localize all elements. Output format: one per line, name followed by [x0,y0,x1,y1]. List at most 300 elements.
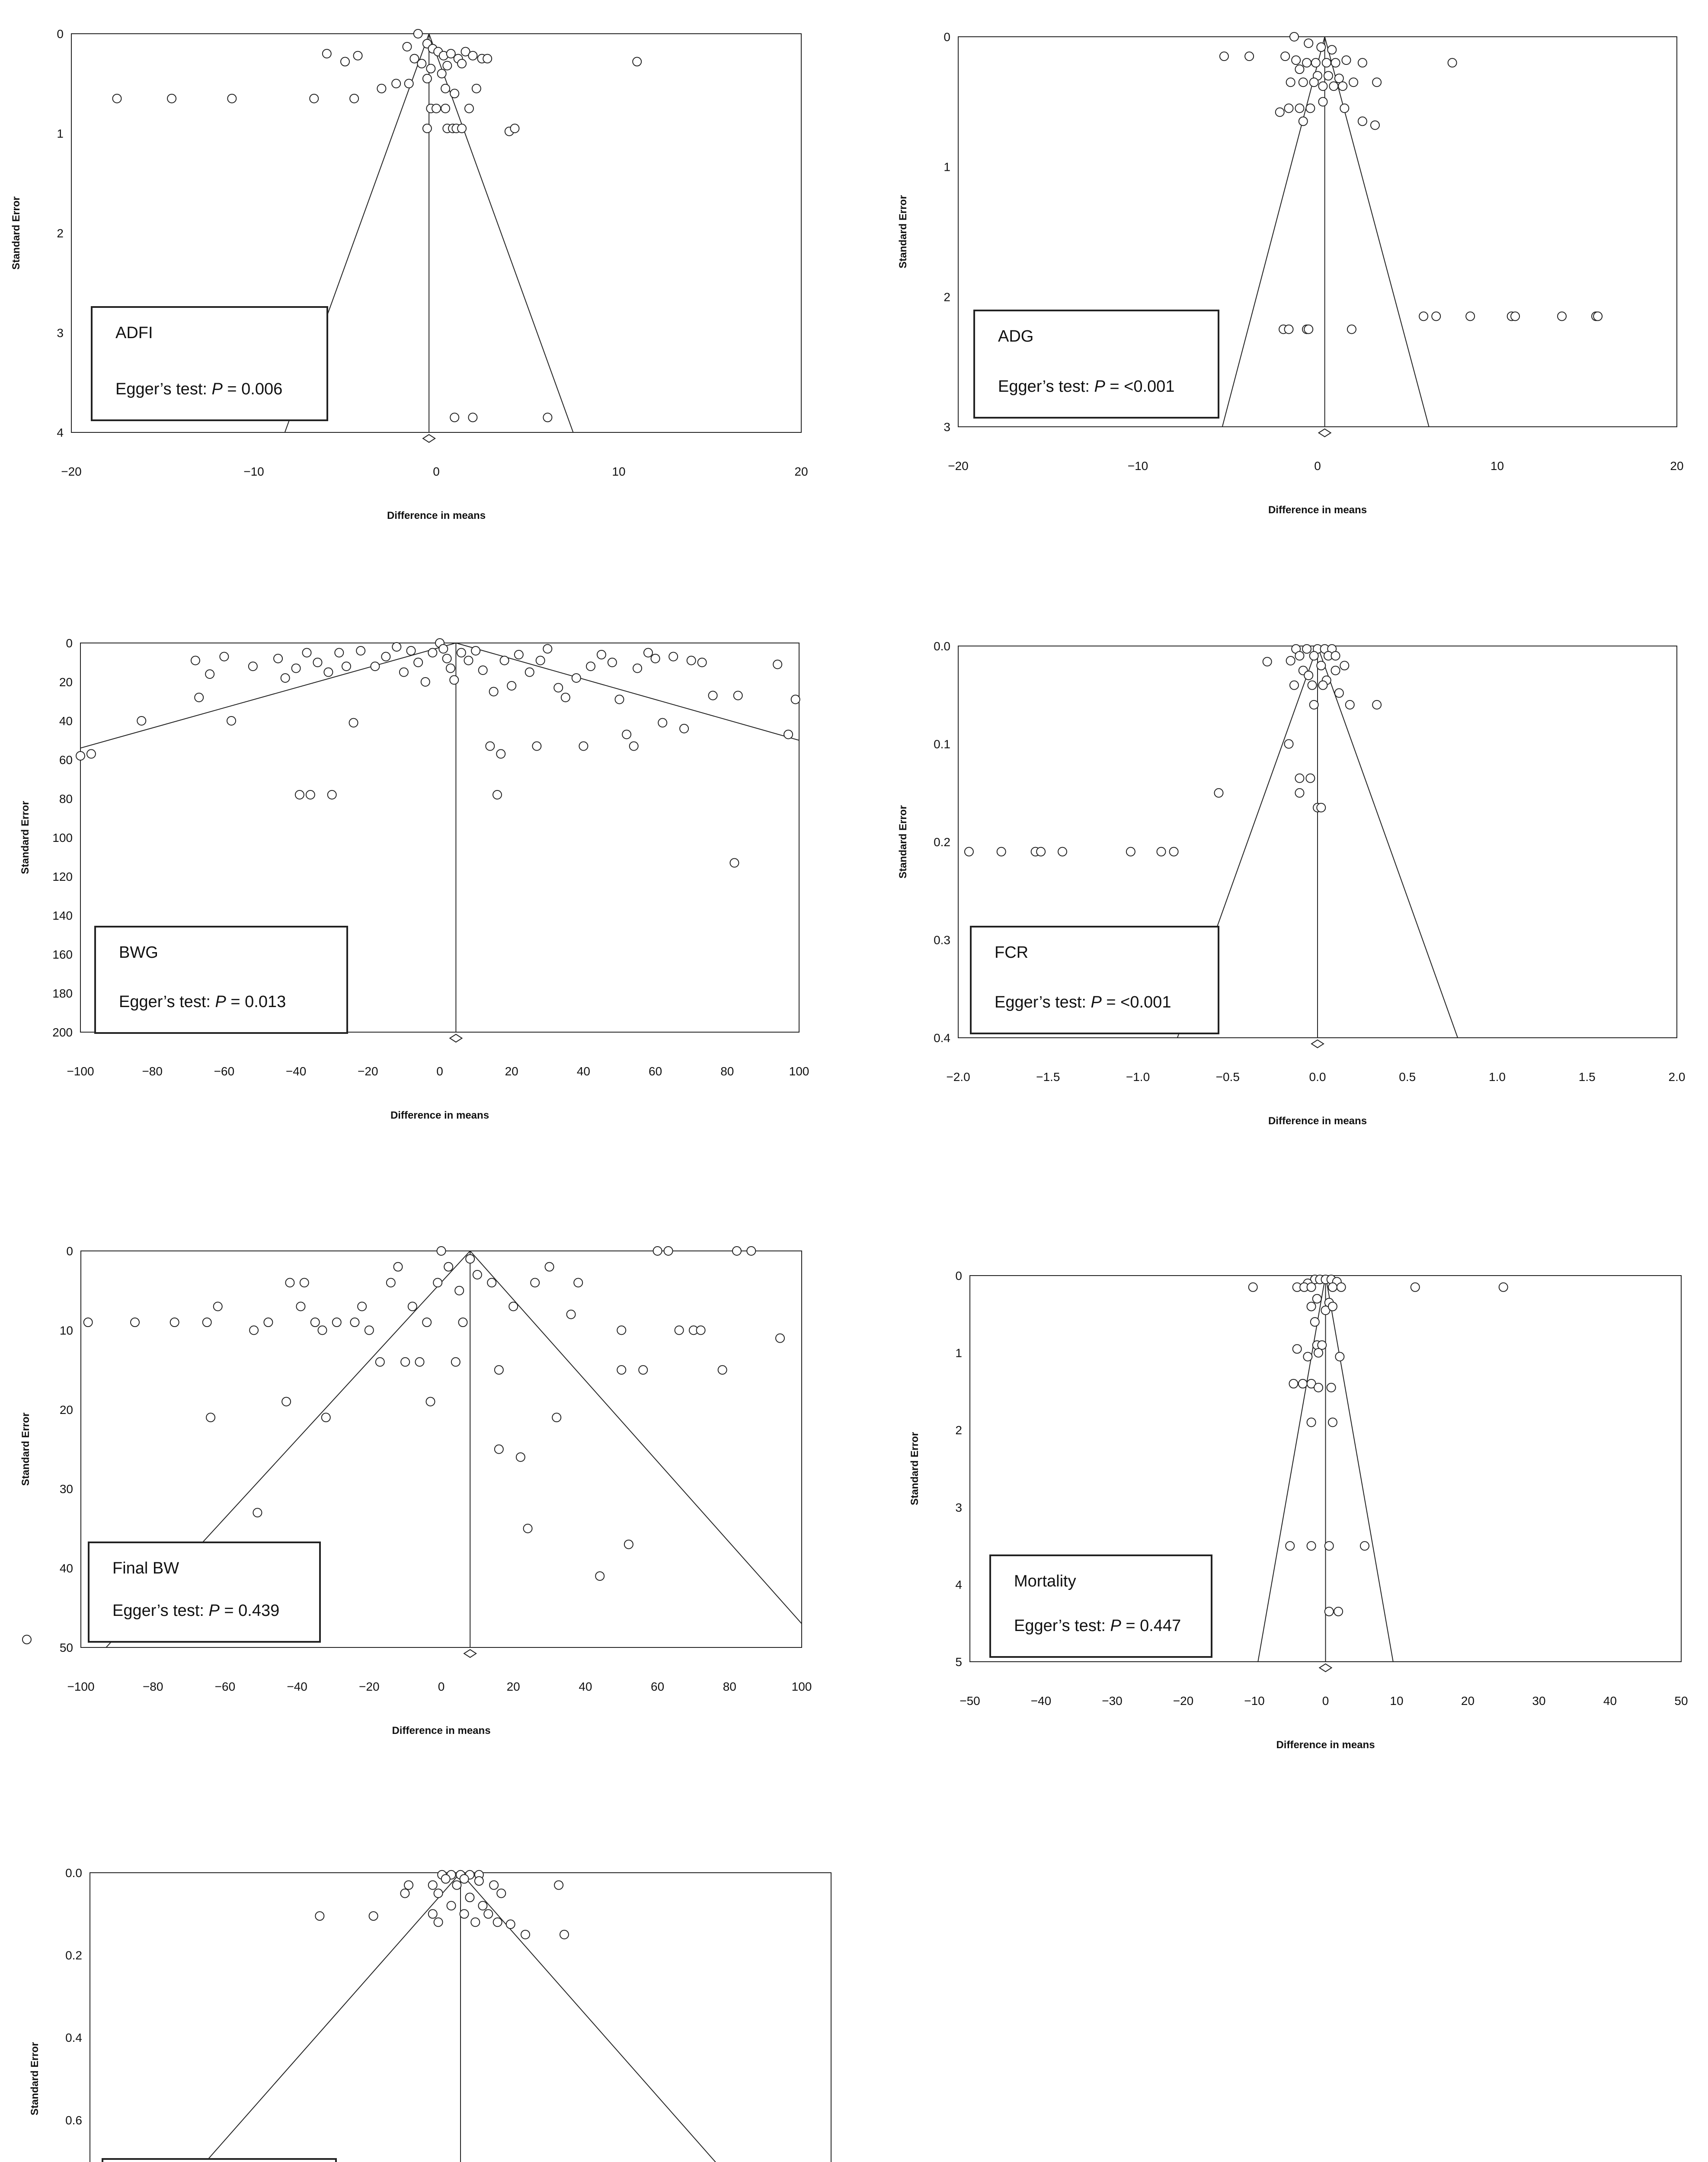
study-point [1304,671,1313,680]
x-tick-label: 40 [1603,1694,1617,1708]
x-tick-label: −1.0 [1126,1070,1150,1084]
study-point [303,649,311,657]
study-point [167,94,176,103]
x-tick-label: −100 [67,1065,94,1078]
y-tick-label: 0.1 [934,737,950,751]
study-point [191,656,200,665]
study-point [506,1920,515,1929]
x-tick-label: 0.5 [1399,1070,1416,1084]
y-tick-label: 1 [944,160,950,174]
study-point [1295,65,1304,74]
study-point [791,695,800,704]
x-tick-label: −80 [142,1065,163,1078]
study-point [87,750,96,758]
x-tick-label: 40 [579,1680,592,1693]
study-point [400,1889,409,1898]
y-tick-label: 0.2 [934,835,950,849]
study-point [428,649,437,657]
study-point [444,1263,453,1271]
study-point [1299,78,1308,86]
y-tick-label: 3 [944,420,950,434]
study-point [1290,32,1299,41]
study-point [443,654,451,663]
egger-test-text [1014,1617,1181,1635]
study-point [1295,104,1304,112]
study-point [281,674,290,682]
study-point [195,693,203,702]
study-point [1307,1302,1316,1311]
study-point [1285,740,1293,748]
x-tick-label: −100 [67,1680,95,1693]
study-point [465,104,473,113]
study-point [507,681,516,690]
study-point [369,1912,378,1920]
study-point [1328,1418,1337,1426]
study-point [1372,700,1381,709]
study-point [354,51,362,60]
y-axis-label: Standard Error [19,801,31,874]
study-point [214,1302,222,1311]
egger-prefix: Egger’s test: [995,993,1091,1011]
study-point [495,1445,503,1454]
study-point [220,652,228,661]
study-point [403,42,411,51]
study-point [1325,1542,1334,1550]
study-point [1335,1353,1344,1361]
study-point [441,1874,450,1883]
study-point [1335,74,1343,83]
study-point [421,678,430,686]
study-point [1306,104,1315,112]
study-point [322,1413,330,1422]
x-tick-label: −10 [1244,1694,1265,1708]
study-point [131,1318,139,1327]
p-value: = 0.013 [226,993,286,1011]
study-point [466,1254,474,1263]
study-point [1448,58,1457,67]
study-point [554,684,563,692]
study-point [579,742,588,751]
study-point [426,1397,435,1406]
study-point [249,662,257,671]
study-point [455,1286,464,1295]
study-point [392,79,400,88]
study-point [572,674,581,682]
study-point [965,848,973,856]
y-axis-label: Standard Error [29,2042,41,2116]
study-point [747,1247,755,1255]
study-point [1303,1353,1312,1361]
study-point [1285,104,1293,112]
study-point [734,691,742,700]
y-tick-label: 4 [57,426,64,439]
study-point [1304,325,1313,334]
study-point [617,1366,626,1374]
study-point [432,104,441,113]
study-point [387,1278,395,1287]
study-point [404,1881,413,1890]
study-point [1292,56,1300,64]
study-point [1411,1283,1420,1292]
x-tick-label: 0 [436,1065,443,1078]
study-point [365,1326,374,1334]
y-tick-label: 160 [52,948,73,961]
y-tick-label: 20 [59,1403,73,1417]
study-point [697,1326,705,1334]
study-point [479,666,487,675]
study-point [521,1930,530,1939]
x-tick-label: −20 [358,1065,378,1078]
egger-test-text [119,993,286,1011]
study-point [350,94,358,103]
x-tick-label: 1.5 [1578,1070,1596,1084]
study-point [1347,325,1356,334]
x-tick-label: 60 [651,1680,665,1693]
x-axis-label: Difference in means [392,1725,491,1737]
study-point [510,124,519,133]
study-point [630,742,638,751]
study-point [1327,1383,1336,1392]
study-point [1281,52,1289,61]
study-point [341,58,349,66]
study-point [443,61,451,70]
y-tick-label: 0.0 [65,1866,82,1880]
p-value: = <0.001 [1105,377,1175,396]
study-point [567,1310,576,1319]
study-point [669,652,678,661]
p-symbol: P [1094,377,1105,396]
x-axis-label: Difference in means [1276,1739,1375,1751]
study-point [465,1893,474,1902]
study-point [1290,681,1299,690]
y-tick-label: 5 [955,1655,962,1669]
x-tick-label: 80 [723,1680,736,1693]
study-point [323,49,331,58]
annotation-box [971,927,1219,1033]
study-point [497,1889,505,1898]
y-tick-label: 1 [955,1346,962,1360]
study-point [441,84,450,93]
study-point [434,1918,443,1926]
study-point [1318,82,1327,90]
study-point [471,1918,480,1926]
x-tick-label: 100 [791,1680,812,1693]
x-tick-label: 20 [1670,459,1684,473]
study-point [545,1263,554,1271]
x-tick-label: 0.0 [1309,1070,1326,1084]
study-point [1036,848,1045,856]
study-point [206,1413,215,1422]
x-tick-label: −60 [214,1065,235,1078]
study-point [473,1270,482,1279]
x-axis-label: Difference in means [387,510,486,521]
y-tick-label: 200 [52,1026,73,1039]
x-tick-label: −60 [214,1680,236,1693]
study-point [310,94,318,103]
study-point [408,1302,417,1311]
study-point [401,1358,409,1366]
x-tick-label: 20 [505,1065,518,1078]
y-tick-label: 0.0 [934,640,950,653]
study-point [356,646,365,655]
study-point [381,652,390,661]
study-point [1302,645,1311,653]
study-point [1310,78,1318,86]
study-point [687,656,696,665]
study-point [1310,652,1318,660]
x-tick-label: 0 [1322,1694,1329,1708]
x-tick-label: −20 [948,459,969,473]
study-point [1295,774,1304,783]
study-point [1360,1542,1369,1550]
study-point [405,79,413,88]
study-point [450,413,459,422]
study-point [560,1930,569,1939]
study-point [392,643,401,651]
study-point [300,1278,309,1287]
annotation-box [95,927,347,1033]
study-point [324,668,333,677]
x-tick-label: 2.0 [1668,1070,1686,1084]
study-point [1331,58,1340,67]
study-point [393,1263,402,1271]
study-point [509,1302,518,1311]
study-point [313,658,322,667]
study-point [552,1413,561,1422]
study-point [1157,848,1166,856]
y-tick-label: 20 [59,675,73,689]
study-point [531,1278,539,1287]
egger-test-text [115,380,282,398]
study-point [1311,58,1320,67]
study-point [525,668,534,677]
study-point [1214,789,1223,797]
study-point [1317,661,1325,670]
y-tick-label: 0.6 [65,2113,82,2127]
study-point [422,1318,431,1327]
study-point [264,1318,272,1327]
study-point [1432,312,1440,320]
study-point [608,658,617,667]
panel-label: Mortality [1014,1572,1076,1590]
study-point [698,658,707,667]
study-point [617,1326,626,1334]
x-tick-label: −40 [1030,1694,1052,1708]
x-tick-label: 100 [789,1065,809,1078]
egger-prefix: Egger’s test: [998,377,1094,396]
annotation-box [974,310,1219,418]
study-point [1331,666,1340,675]
x-axis-label: Difference in means [390,1110,489,1121]
study-point [1311,1318,1319,1326]
study-point [377,84,386,93]
study-point [644,649,652,657]
egger-prefix: Egger’s test: [112,1602,209,1620]
y-axis-label: Standard Error [10,196,22,270]
x-tick-label: 0 [438,1680,445,1693]
study-point [486,742,494,751]
x-tick-label: −1.5 [1036,1070,1060,1084]
study-point [306,790,315,799]
study-point [680,724,688,733]
study-point [493,790,502,799]
annotation-box [102,2159,336,2162]
x-tick-label: −80 [142,1680,163,1693]
study-point [450,89,459,98]
panel-label: ADG [998,327,1034,345]
study-point [1317,803,1325,812]
study-point [457,649,466,657]
annotation-box [89,1542,320,1642]
study-point [1314,1349,1323,1357]
y-tick-label: 2 [944,290,950,304]
panel-label: Final BW [112,1559,179,1577]
study-point [1286,78,1295,86]
study-point [1324,71,1333,80]
x-tick-label: −40 [285,1065,307,1078]
study-point [349,719,358,727]
x-tick-label: 20 [794,465,808,478]
study-point [489,1881,498,1890]
study-point [414,658,422,667]
study-point [1419,312,1428,320]
x-tick-label: −20 [61,465,82,478]
y-axis-label: Standard Error [909,1432,921,1506]
study-point [475,1877,483,1885]
x-tick-label: 1.0 [1489,1070,1506,1084]
study-point [1299,117,1308,125]
study-point [1058,848,1067,856]
study-point [84,1318,93,1327]
study-point [1328,1283,1337,1292]
y-tick-label: 60 [59,753,73,767]
study-point [633,664,642,673]
egger-prefix: Egger’s test: [119,993,215,1011]
study-point [1220,52,1228,61]
study-point [574,1278,582,1287]
study-point [1306,774,1315,783]
study-point [1346,700,1354,709]
study-point [1340,661,1349,670]
y-tick-label: 80 [59,792,73,806]
y-tick-label: 3 [57,326,64,340]
study-point [471,646,480,655]
study-point [633,58,641,66]
study-point [1302,58,1311,67]
study-point [718,1366,727,1374]
study-point [285,1278,294,1287]
study-point [311,1318,320,1327]
x-tick-label: 10 [1490,459,1504,473]
study-point [170,1318,179,1327]
study-point [1318,681,1327,690]
panel-label: FCR [995,943,1029,962]
study-point [423,74,432,83]
study-point [709,691,717,700]
y-tick-label: 180 [52,987,73,1000]
study-point [423,124,432,133]
study-point [1126,848,1135,856]
y-tick-label: 40 [59,714,73,728]
study-point [597,650,606,659]
study-point [459,1318,467,1327]
p-value: = 0.447 [1121,1617,1181,1635]
study-point [472,84,481,93]
study-point [997,848,1006,856]
egger-test-text [995,993,1171,1011]
study-point [1329,82,1338,90]
study-point [468,413,477,422]
study-point [417,59,426,68]
study-point [460,1874,469,1883]
study-point [1286,1542,1294,1550]
study-point [460,1909,469,1918]
study-point [1318,97,1327,106]
study-point [249,1326,258,1334]
study-point [426,64,435,73]
study-point [1340,104,1349,112]
y-tick-label: 0.3 [934,933,950,947]
study-point [524,1524,532,1533]
study-point [1313,1295,1321,1303]
study-point [1593,312,1602,320]
study-point [342,662,351,671]
p-symbol: P [1110,1617,1121,1635]
study-point [205,670,214,678]
egger-prefix: Egger’s test: [1014,1617,1110,1635]
x-tick-label: −20 [359,1680,380,1693]
study-point [1170,848,1178,856]
study-point [76,752,85,760]
study-point [376,1358,384,1366]
y-tick-label: 2 [955,1423,962,1437]
x-tick-label: −50 [960,1694,980,1708]
study-point [227,94,236,103]
study-point [1358,58,1367,67]
study-point [516,1453,525,1462]
egger-test-text [112,1602,279,1620]
study-point [483,54,492,63]
y-tick-label: 0 [57,27,64,41]
study-point [561,693,570,702]
study-point [1308,681,1317,690]
study-point [328,790,336,799]
x-tick-label: 10 [1390,1694,1404,1708]
study-point [433,1278,442,1287]
study-point [1342,56,1350,64]
study-point [253,1508,262,1517]
study-point [415,1358,424,1366]
study-point [468,51,477,60]
panel-label: ADFI [115,324,153,342]
study-point [1372,78,1381,86]
study-point [1317,43,1325,51]
study-point [1293,1345,1302,1353]
study-point [1289,1379,1298,1388]
x-tick-label: 50 [1674,1694,1688,1708]
y-tick-label: 40 [59,1561,73,1575]
study-point [464,656,473,665]
study-point [358,1302,366,1311]
study-point [22,1635,31,1644]
p-symbol: P [215,993,226,1011]
y-tick-label: 0 [955,1269,962,1282]
study-point [1314,1383,1323,1392]
study-point [515,650,523,659]
study-point [595,1572,604,1580]
study-point [622,730,631,739]
study-point [658,719,667,727]
